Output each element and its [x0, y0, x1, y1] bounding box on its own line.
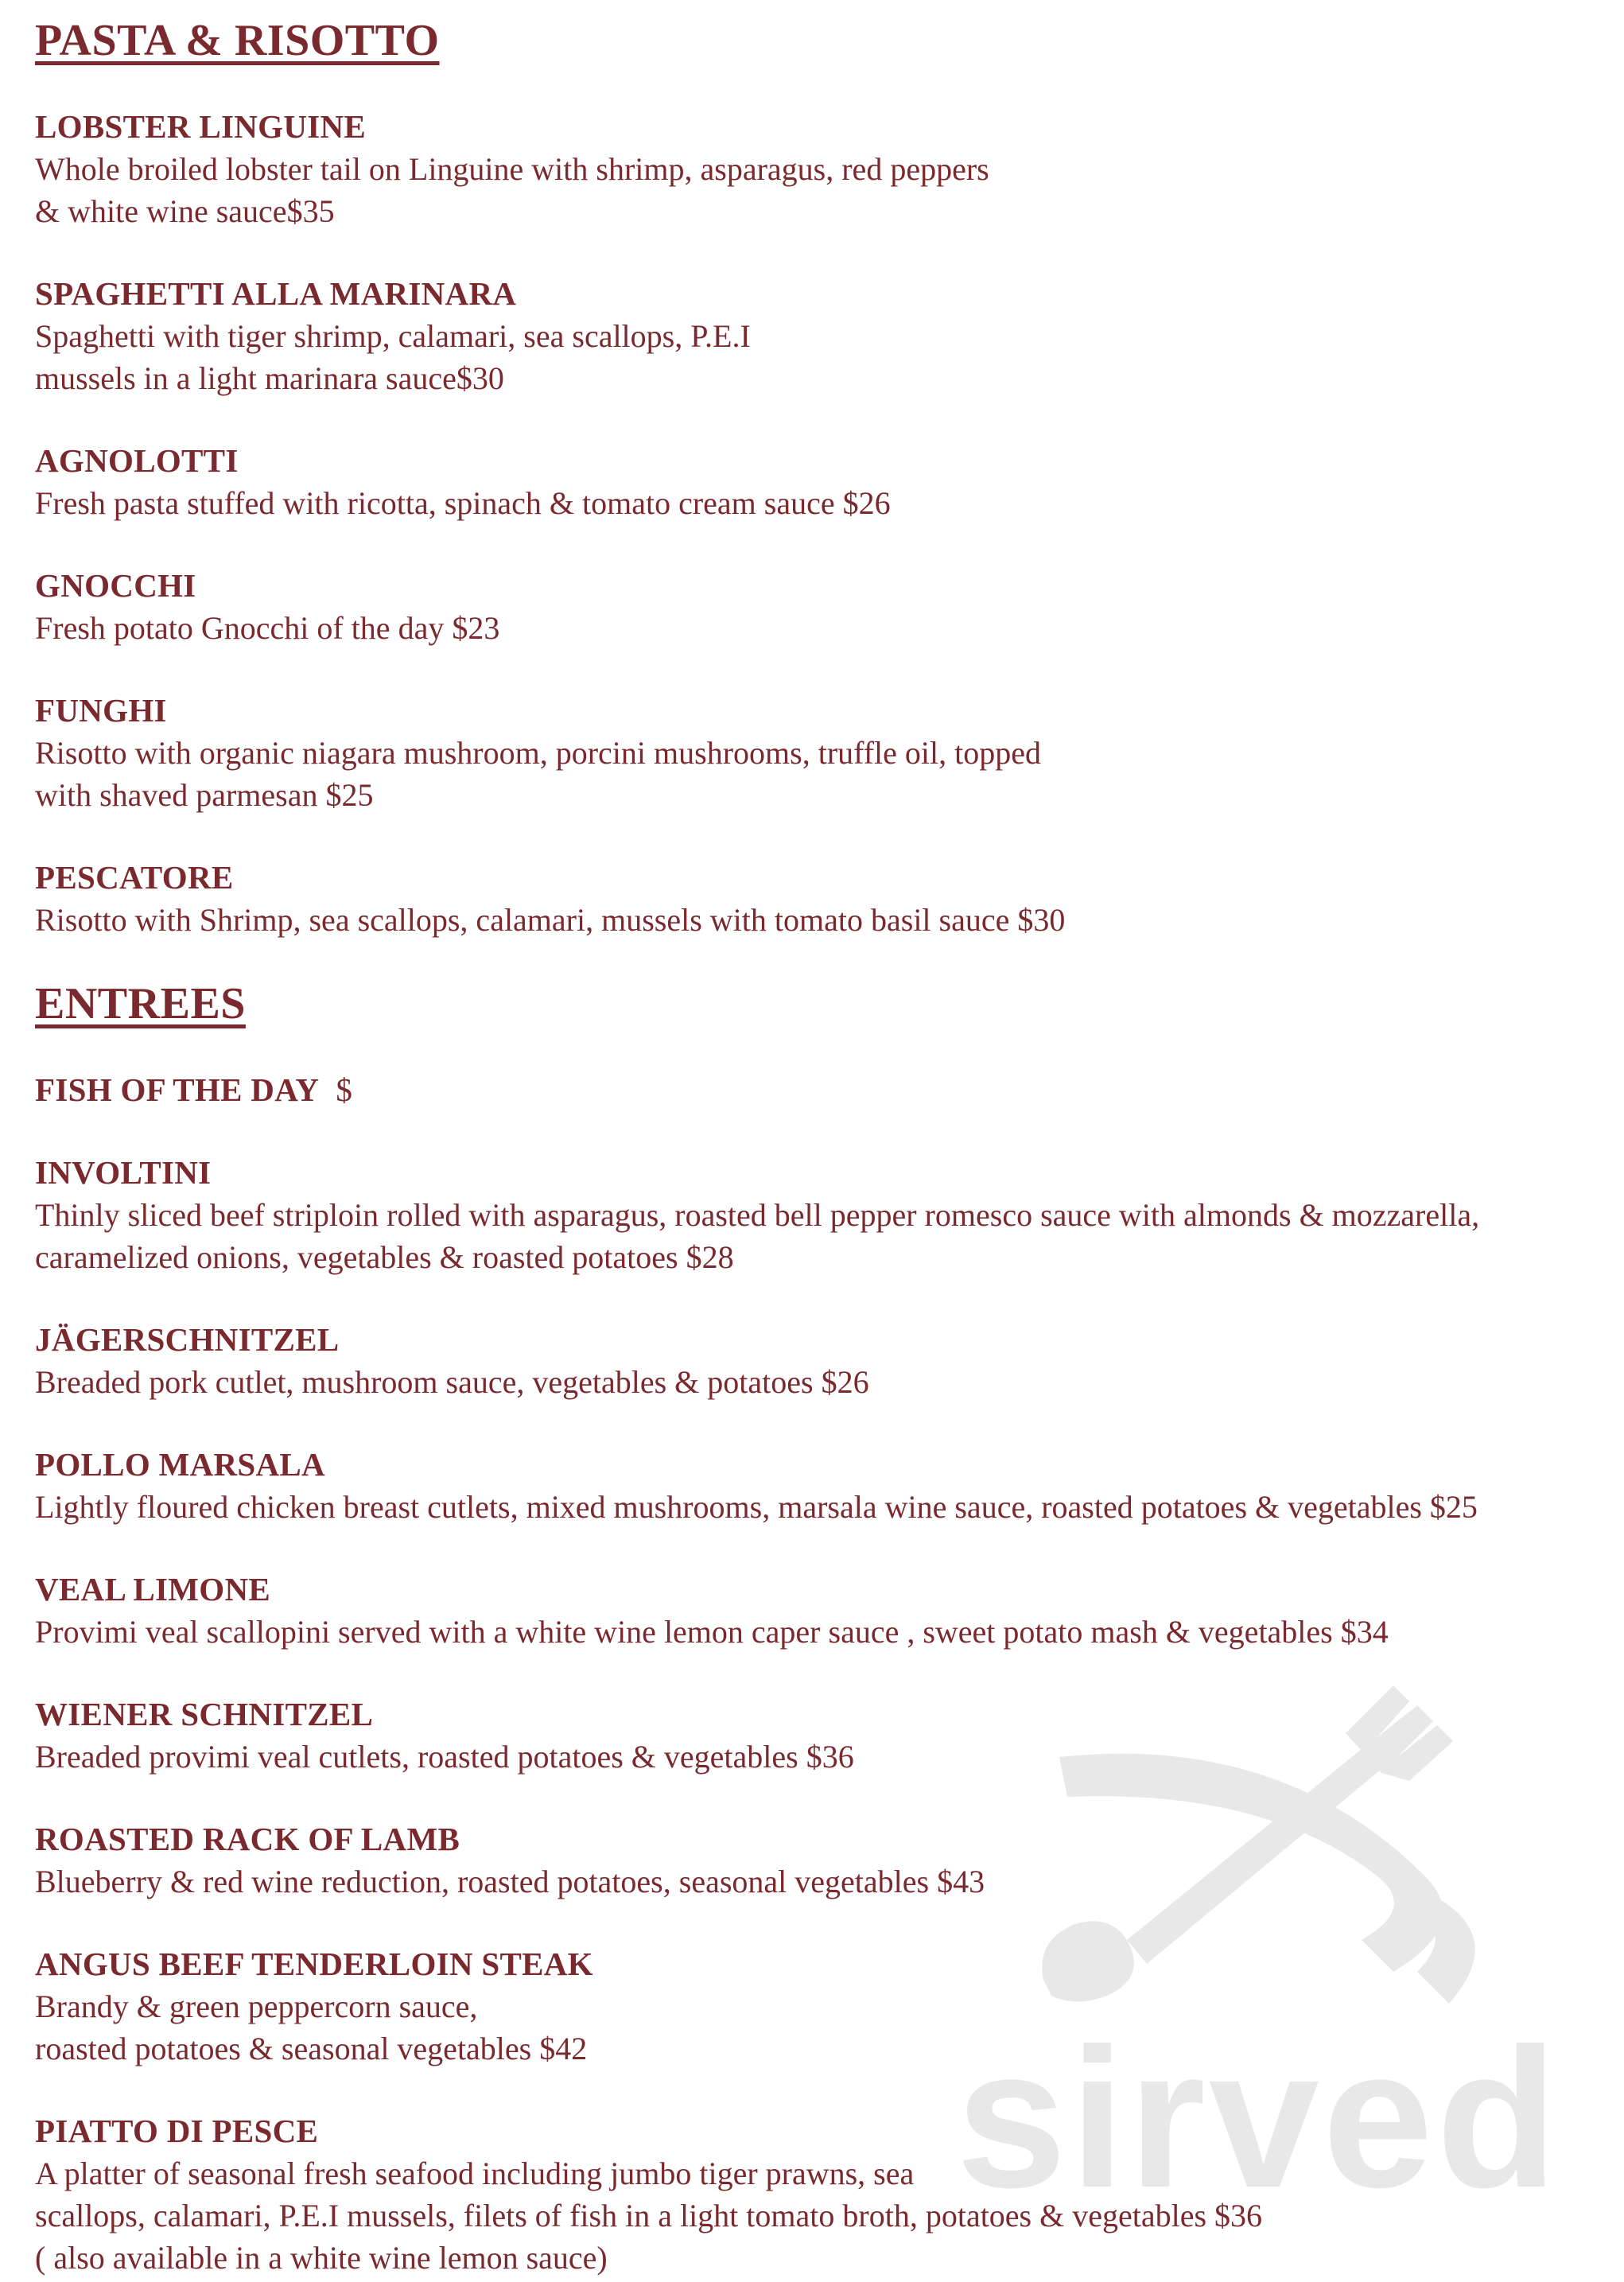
item-description: Thinly sliced beef striploin rolled with asparagus, roasted bell pepper romesco sauce with almonds & mozzarella, caramelized onions, vegetables & roasted potatoes $28 — [35, 1197, 1480, 1275]
item-name: LOBSTER LINGUINE — [35, 108, 367, 145]
item-price: $ — [336, 1071, 353, 1108]
item-name: GNOCCHI — [35, 567, 196, 604]
item-name: WIENER SCHNITZEL — [35, 1696, 374, 1732]
menu-item-veal-limone — [35, 1568, 1594, 1653]
item-description: Breaded pork cutlet, mushroom sauce, vegetables & potatoes $26 — [35, 1364, 869, 1400]
item-description: Fresh pasta stuffed with ricotta, spinach & tomato cream sauce $26 — [35, 485, 891, 521]
item-name: PESCATORE — [35, 859, 234, 896]
item-name: INVOLTINI — [35, 1154, 212, 1191]
menu-item-funghi — [35, 689, 1594, 816]
item-description: Breaded provimi veal cutlets, roasted potatoes & vegetables $36 — [35, 1739, 854, 1775]
item-name: AGNOLOTTI — [35, 442, 239, 479]
section-title-entrees: ENTREES — [35, 979, 246, 1028]
item-description: Blueberry & red wine reduction, roasted potatoes, seasonal vegetables $43 — [35, 1864, 985, 1899]
menu-item-pescatore — [35, 856, 1594, 941]
item-name: ANGUS BEEF TENDERLOIN STEAK — [35, 1946, 593, 1982]
menu-item-agnolotti — [35, 439, 1594, 524]
item-name: ROASTED RACK OF LAMB — [35, 1821, 460, 1857]
item-name: FUNGHI — [35, 692, 167, 729]
menu-item-angus-beef-tenderloin-steak — [35, 1942, 1594, 2070]
item-description: Lightly floured chicken breast cutlets, mixed mushrooms, marsala wine sauce, roasted potatoes & vegetables $25 — [35, 1489, 1478, 1525]
item-name: JÄGERSCHNITZEL — [35, 1321, 340, 1358]
item-description: Risotto with Shrimp, sea scallops, calamari, mussels with tomato basil sauce $30 — [35, 902, 1066, 938]
item-description: Brandy & green peppercorn sauce, roasted potatoes & seasonal vegetables $42 — [35, 1988, 588, 2066]
item-name: PIATTO DI PESCE — [35, 2113, 319, 2149]
menu-item-roasted-rack-of-lamb — [35, 1817, 1594, 1903]
menu-item-lobster-linguine — [35, 105, 1594, 232]
item-name: POLLO MARSALA — [35, 1446, 325, 1483]
item-description: Spaghetti with tiger shrimp, calamari, sea scallops, P.E.I mussels in a light marinara sauce$30 — [35, 318, 751, 396]
item-description: A platter of seasonal fresh seafood including jumbo tiger prawns, sea scallops, calamari, P.E.I mussels, filets of fish in a light tomato broth, potatoes & vegetables $36 ( also available in a white wine lemon sauce) — [35, 2156, 1263, 2276]
menu-item-involtini — [35, 1151, 1594, 1278]
menu-item-gnocchi — [35, 564, 1594, 649]
item-description: Provimi veal scallopini served with a white wine lemon caper sauce , sweet potato mash & vegetables $34 — [35, 1614, 1389, 1650]
item-name-text: FISH OF THE DAY — [35, 1071, 320, 1108]
item-description: Fresh potato Gnocchi of the day $23 — [35, 610, 500, 646]
menu-item-spaghetti-alla-marinara — [35, 272, 1594, 399]
menu-item-piatto-di-pesce — [35, 2109, 1594, 2279]
item-description: Whole broiled lobster tail on Linguine with shrimp, asparagus, red peppers & white wine sauce$35 — [35, 151, 989, 229]
item-description: Risotto with organic niagara mushroom, porcini mushrooms, truffle oil, topped with shaved parmesan $25 — [35, 735, 1042, 813]
item-name: VEAL LIMONE — [35, 1571, 271, 1608]
menu-item-jagerschnitzel — [35, 1318, 1594, 1403]
menu — [35, 14, 1594, 2279]
menu-item-fish-of-the-day — [35, 1068, 1594, 1111]
menu-item-pollo-marsala — [35, 1443, 1594, 1528]
section-title-pasta-risotto: PASTA & RISOTTO — [35, 16, 440, 65]
menu-item-wiener-schnitzel — [35, 1693, 1594, 1778]
watermark-text: sirved — [956, 2007, 1561, 2210]
item-name — [35, 1068, 1594, 1111]
item-name: SPAGHETTI ALLA MARINARA — [35, 275, 517, 312]
